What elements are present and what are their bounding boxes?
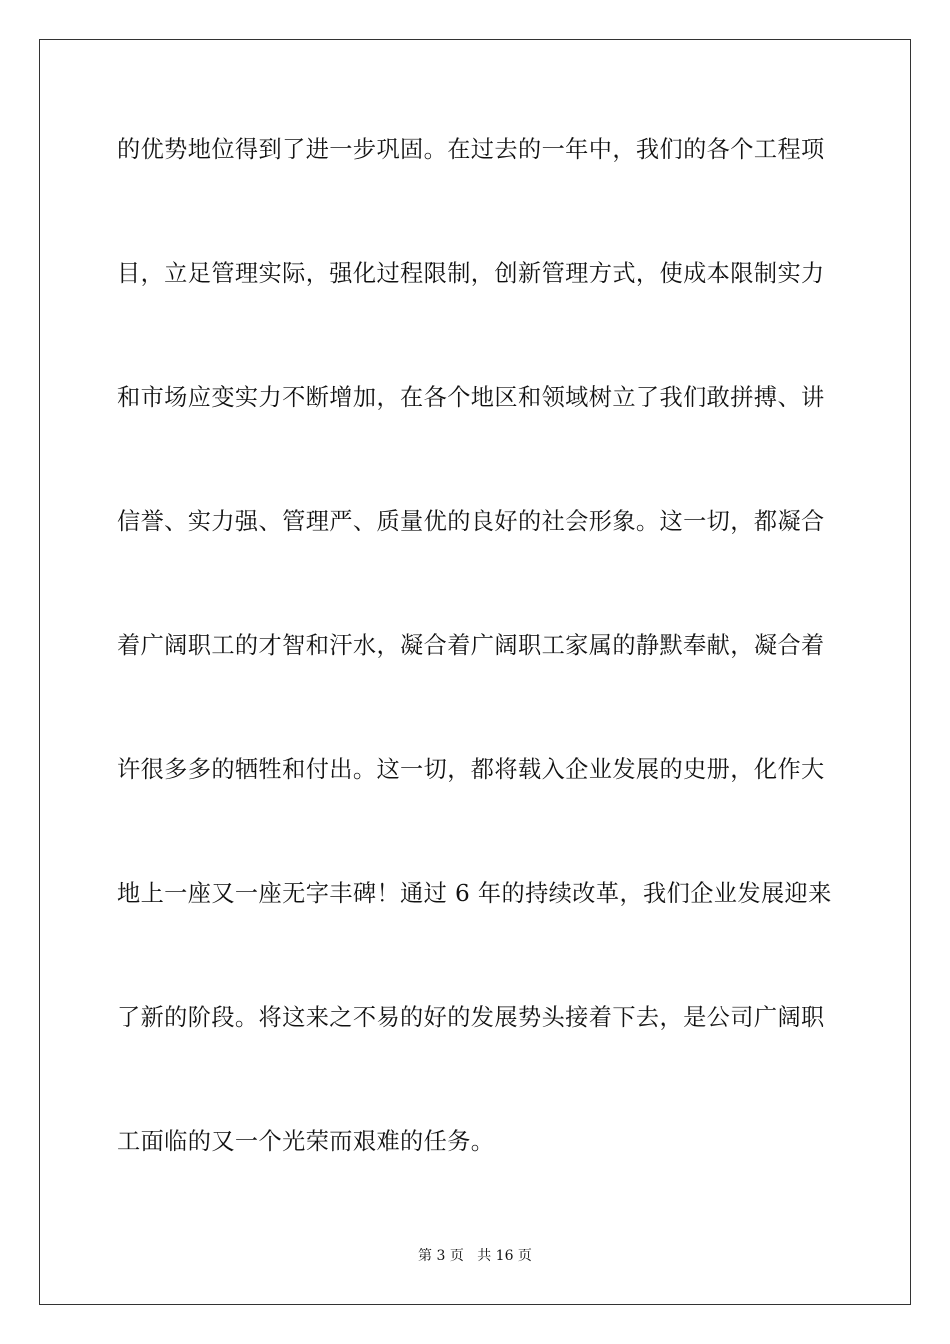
paragraph-line: 了新的阶段。将这来之不易的好的发展势头接着下去，是公司广阔职	[117, 1004, 825, 1031]
paragraph-line: 的优势地位得到了进一步巩固。在过去的一年中，我们的各个工程项	[117, 136, 825, 163]
page-border	[39, 39, 911, 1305]
paragraph-line: 地上一座又一座无字丰碑！通过 6 年的持续改革，我们企业发展迎来	[117, 880, 832, 907]
page-number: 第 3 页	[418, 1248, 464, 1264]
paragraph-line: 着广阔职工的才智和汗水，凝合着广阔职工家属的静默奉献，凝合着	[117, 632, 825, 659]
paragraph-line: 信誉、实力强、管理严、质量优的良好的社会形象。这一切，都凝合	[117, 508, 825, 535]
page-footer	[0, 1247, 950, 1265]
paragraph-line: 许很多多的牺牲和付出。这一切，都将载入企业发展的史册，化作大	[117, 756, 825, 783]
total-pages: 共 16 页	[477, 1248, 532, 1264]
paragraph-line: 工面临的又一个光荣而艰难的任务。	[117, 1128, 495, 1155]
paragraph-line: 和市场应变实力不断增加，在各个地区和领域树立了我们敢拼搏、讲	[117, 384, 825, 411]
paragraph-line: 目，立足管理实际，强化过程限制，创新管理方式，使成本限制实力	[117, 260, 825, 287]
